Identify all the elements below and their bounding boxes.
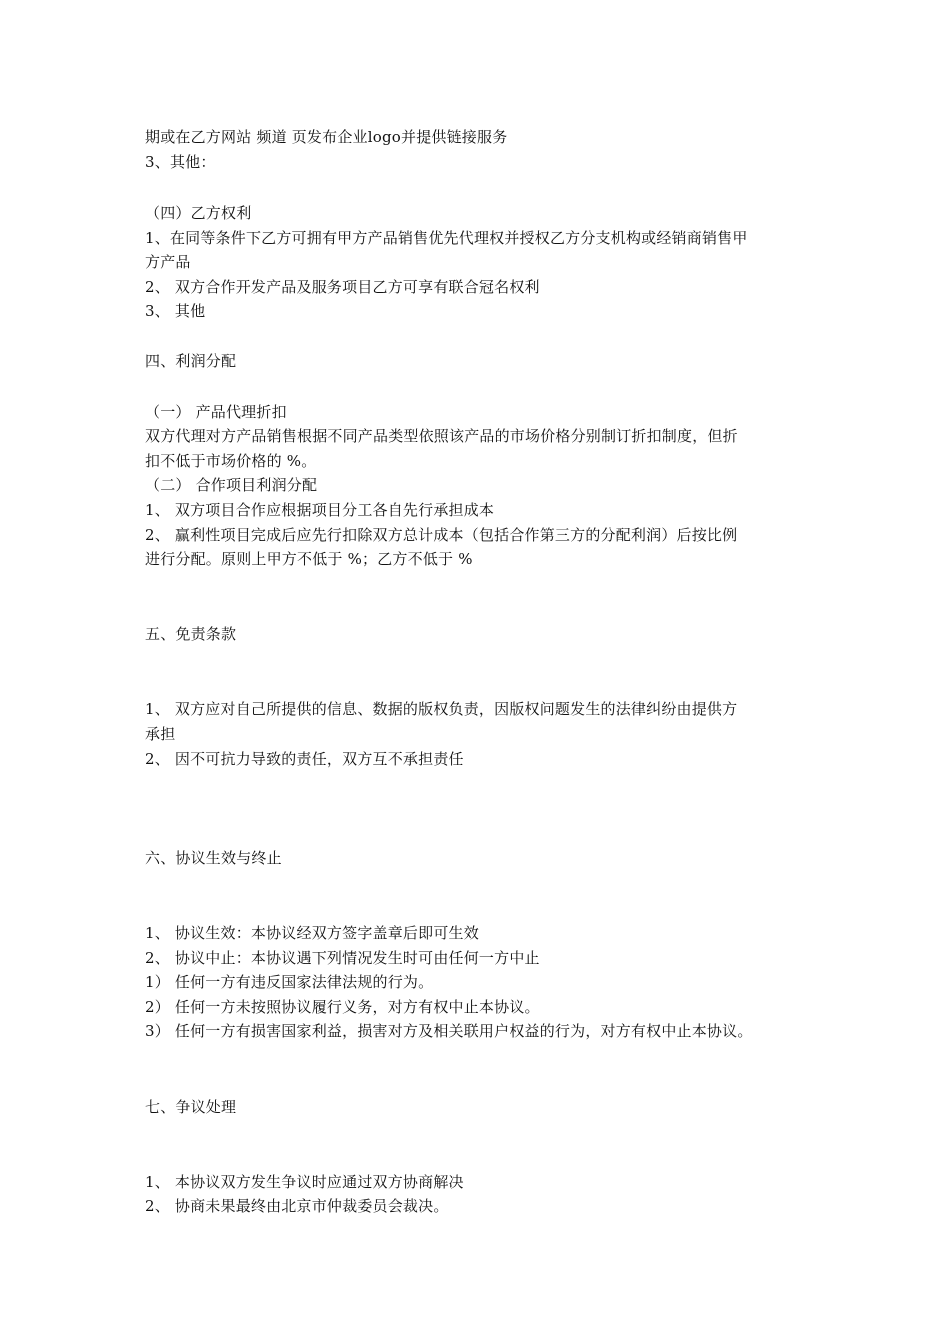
text-line: 2） 任何一方未按照协议履行义务，对方有权中止本协议。: [145, 998, 540, 1016]
text-line: 2、 双方合作开发产品及服务项目乙方可享有联合冠名权利: [145, 278, 540, 296]
text-line: 1、 本协议双方发生争议时应通过双方协商解决: [145, 1173, 464, 1191]
subsection-heading: （二） 合作项目利润分配: [145, 476, 318, 494]
text-line: 3、 其他: [145, 302, 206, 320]
text-line: 1） 任何一方有违反国家法律法规的行为。: [145, 973, 434, 991]
text-line: 3、其他：: [145, 153, 216, 171]
text-line: 2、 因不可抗力导致的责任，双方互不承担责任: [145, 750, 464, 768]
text-line: 2、 赢利性项目完成后应先行扣除双方总计成本（包括合作第三方的分配利润）后按比例: [145, 526, 738, 544]
subsection-heading: （一） 产品代理折扣: [145, 403, 287, 421]
text-line: 1、 双方项目合作应根据项目分工各自先行承担成本: [145, 501, 495, 519]
text-line: 双方代理对方产品销售根据不同产品类型依照该产品的市场价格分别制订折扣制度，但折: [145, 427, 738, 445]
text-line: 1、 双方应对自己所提供的信息、数据的版权负责，因版权问题发生的法律纠纷由提供方: [145, 700, 738, 718]
text-line: 1、在同等条件下乙方可拥有甲方产品销售优先代理权并授权乙方分支机构或经销商销售甲: [145, 229, 748, 247]
section-heading: （四）乙方权利: [145, 204, 252, 222]
text-line: 3） 任何一方有损害国家利益，损害对方及相关联用户权益的行为，对方有权中止本协议。: [145, 1022, 753, 1040]
section-heading: 五、免责条款: [145, 625, 237, 643]
text-line: 承担: [145, 725, 176, 743]
text-line: 1、 协议生效：本协议经双方签字盖章后即可生效: [145, 924, 479, 942]
text-line: 进行分配。原则上甲方不低于 %；乙方不低于 %: [145, 550, 473, 568]
section-heading: 六、协议生效与终止: [145, 849, 282, 867]
text-line: 2、 协商未果最终由北京市仲裁委员会裁决。: [145, 1197, 449, 1215]
text-line: 扣不低于市场价格的 %。: [145, 452, 317, 470]
text-line: 期或在乙方网站 频道 页发布企业logo并提供链接服务: [145, 128, 508, 146]
text-line: 2、 协议中止：本协议遇下列情况发生时可由任何一方中止: [145, 949, 540, 967]
text-line: 方产品: [145, 253, 191, 271]
section-heading: 七、争议处理: [145, 1098, 237, 1116]
section-heading: 四、利润分配: [145, 352, 237, 370]
